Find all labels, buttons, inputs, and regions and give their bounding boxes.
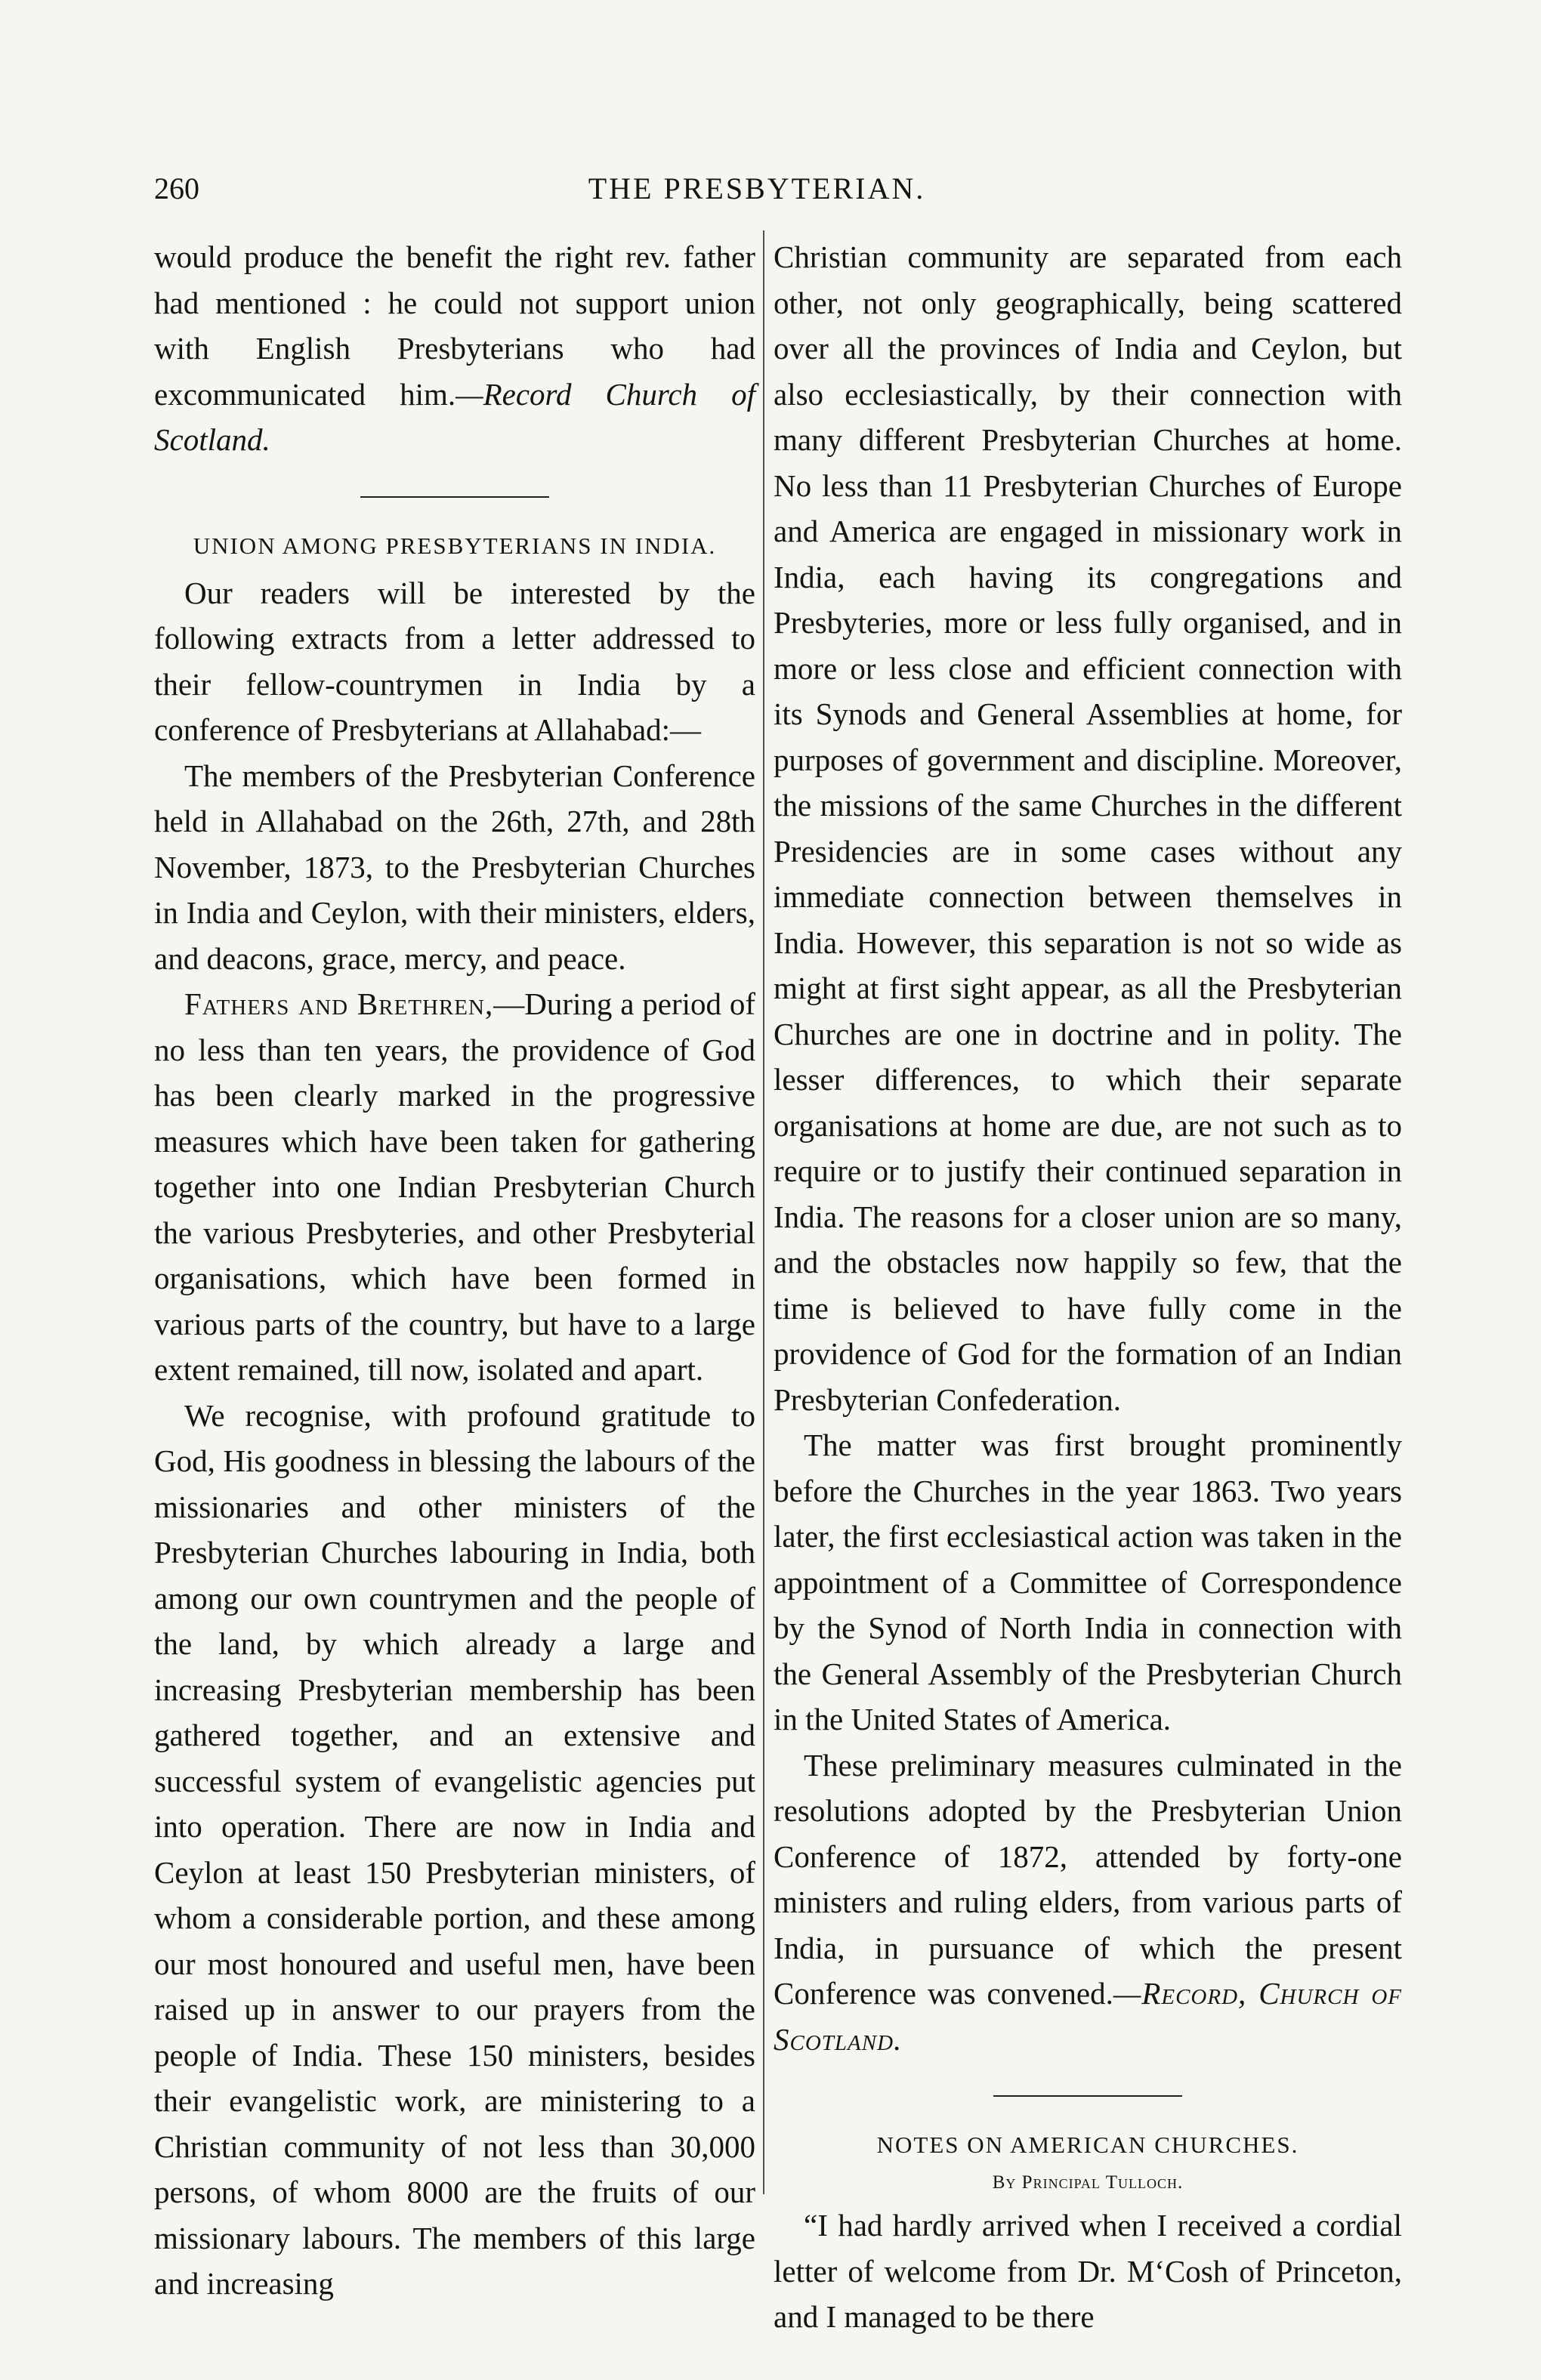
journal-title: THE PRESBYTERIAN. bbox=[588, 171, 926, 205]
continuation-paragraph bbox=[154, 234, 755, 463]
article-heading-union: UNION AMONG PRESBYTERIANS IN INDIA. bbox=[193, 532, 717, 559]
continuation-text: would produce the benefit the right rev. father had mentioned : he could not support union with English Presbyterians who had excommunicated him. bbox=[154, 239, 755, 412]
column-divider bbox=[763, 230, 764, 2194]
section-rule bbox=[993, 2095, 1182, 2097]
body-paragraph-continued: Christian community are separated from each other, not only geographically, being scattered over all the provinces of India and Ceylon, but also ecclesiastically, by their connection with many different Presbyterian Churches at home. No less than 11 Presbyterian Churches of Europe and America are engaged in missionary work in India, each having its congregations and Presbyteries, more or less fully organised, and in more or less close and efficient connection with its Synods and General Assemblies at home, for purposes of government and discipline. Moreover, the missions of the same Churches in the different Presidencies are in some cases without any immediate connection between themselves in India. However, this separation is not so wide as might at first sight appear, as all the Presbyterian Churches are one in doctrine and in polity. The lesser differences, to which their separate organisations at home are due, are not such as to require or to justify their continued separation in India. The reasons for a closer union are so many, and the obstacles now happily so few, that the time is believed to have fully come in the providence of God for the formation of an Indian Presbyterian Confederation. bbox=[774, 239, 1402, 1417]
paragraph-text: These preliminary measures culminated in the resolutions adopted by the Presbyterian Union Conference of 1872, attended by forty-one ministers and ruling elders, from various parts of India, in pursuance of which the present Conference was convened. bbox=[774, 1747, 1402, 2011]
notes-paragraph: “I had hardly arrived when I received a cordial letter of welcome from Dr. M‘Cosh of Princeton, and I managed to be there bbox=[774, 2208, 1402, 2334]
salutation-paragraph: The members of the Presbyterian Conference held in Allahabad on the 26th, 27th, and 28th November, 1873, to the Presbyterian Churches in India and Ceylon, with their ministers, elders, and deacons, grace, mercy, and peace. bbox=[154, 758, 755, 976]
section-rule bbox=[360, 496, 549, 498]
continuation-source: —Record Church of Scotland. bbox=[154, 376, 755, 457]
paragraph-source: —Record, Church of Scotland. bbox=[774, 1976, 1402, 2057]
body-paragraph: We recognise, with profound gratitude to God, His goodness in blessing the labours of the missionaries and other ministers of the Presbyterian Churches labouring in India, both among our own countrymen and the people of the land, by which already a large and increasing Presbyterian membership has been gathered together, and an extensive and successful system of evangelistic agencies put into operation. There are now in India and Ceylon at least 150 Presbyterian ministers, of whom a considerable portion, and these among our most honoured and useful men, have been raised up in answer to our prayers from the people of India. These 150 ministers, besides their evangelistic work, are ministering to a Christian community of not less than 30,000 persons, of whom 8000 are the fruits of our missionary labours. The members of this large and increasing bbox=[154, 1397, 755, 2301]
page-number: 260 bbox=[154, 171, 199, 205]
intro-paragraph: Our readers will be interested by the following extracts from a letter addressed to their fellow-countrymen in India by a conference of Presbyterians at Allahabad:— bbox=[154, 575, 755, 747]
running-head bbox=[154, 171, 1360, 208]
body-paragraph bbox=[774, 1743, 1402, 2063]
address-paragraph bbox=[154, 981, 755, 1393]
body-paragraph: The matter was first brought prominently before the Churches in the year 1863. Two years later, the first ecclesiastical action was taken in the appointment of a Committee of Correspondence by the Synod of North India in connection with the General Assembly of the Presbyterian Church in the United States of America. bbox=[774, 1428, 1402, 1736]
left-column bbox=[154, 234, 755, 2307]
article-heading-notes: NOTES ON AMERICAN CHURCHES. bbox=[876, 2132, 1299, 2158]
address-lead: Fathers and Brethren, bbox=[184, 986, 494, 1021]
address-body: —During a period of no less than ten years, the providence of God has been clearly marked in the progressive measures which have been taken for gathering together into one Indian Presbyterian Church the various Presbyteries, and other Presbyterial organisations, which have been formed in various parts of the country, but have to a large extent remained, till now, isolated and apart. bbox=[154, 986, 756, 1387]
byline: By Principal Tulloch. bbox=[992, 2172, 1184, 2193]
right-column bbox=[774, 234, 1402, 2340]
